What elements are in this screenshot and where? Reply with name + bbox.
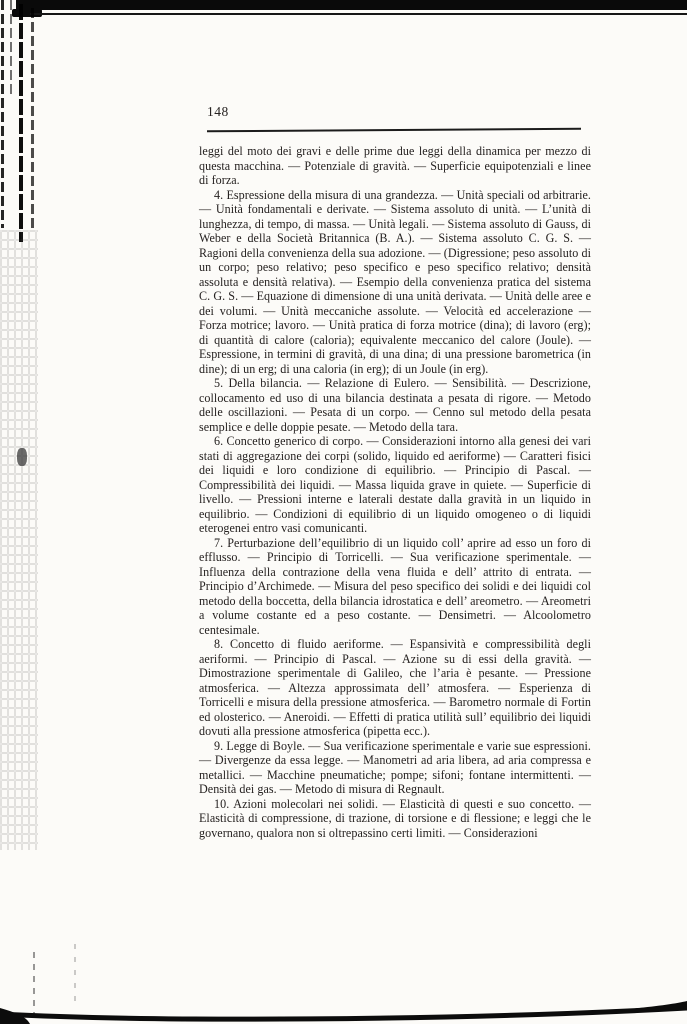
scan-artifact-top-line — [30, 13, 687, 15]
paragraph-topic-5: 5. Della bilancia. — Relazione di Eulero. — Sensibilità. — Descrizione, collocamento ed uso di una bilancia destinata a pesata di rigore. — Metodo delle oscillazioni. — Pesata di un corpo. — Cenno sul metodo della pesata semplice e delle doppie pesate. — Metodo della tara. — [199, 376, 591, 434]
scan-artifact-top-bar — [16, 0, 687, 10]
paragraph-continuation: leggi del moto dei gravi e delle prime due leggi della dinamica per mezzo di questa macchina. — Potenziale di gravità. — Superficie equipotenziali e linee di forza. — [199, 144, 591, 187]
page-number: 148 — [207, 104, 229, 119]
paragraph-topic-7: 7. Perturbazione dell’equilibrio di un liquido coll’ aprire ad esso un foro di efflusso. — Principio di Torricelli. — Sua verificazione sperimentale. — Influenza della contrazione della vena fluida e dell’ attrito di entrata. — Principio d’Archimede. — Misura del peso specifico dei solidi e dei liquidi col metodo della boccetta, della bilancia idrostatica e dell’ areometro. — Areometri a volume costante ed a peso costante. — Densimetri. — Alcoolometro centesimale. — [199, 535, 591, 637]
scan-artifact-left-streak — [10, 0, 12, 95]
paragraph-topic-6: 6. Concetto generico di corpo. — Considerazioni intorno alla genesi dei vari stati di aggregazione dei corpi (solido, liquido ed aeriforme) — Caratteri fisici dei liquidi e loro condizione di equilibrio. — Principio di Pascal. — Compressibilità dei liquidi. — Massa liquida grave in quiete. — Superficie di livello. — Pressioni interne e laterali destate dalla gravità in un liquido in equilibrio. — Condizioni di equilibrio di un liquido omogeneo o di liquidi eterogenei entro vasi comunicanti. — [199, 434, 591, 535]
text-block — [199, 144, 591, 840]
header-rule — [207, 128, 581, 133]
scan-artifact-left-streak — [19, 4, 23, 242]
scan-artifact-left-streak — [1, 0, 4, 228]
scan-artifact-blob — [17, 448, 27, 466]
paragraph-topic-4: 4. Espressione della misura di una grandezza. — Unità speciali od arbitrarie. — Unità fondamentali e derivate. — Sistema assoluto di unità. — L’unità di lunghezza, di tempo, di massa. — Unità legali. — Sistema assoluto di Gauss, di Weber e della Società Britannica (B. A.). — Sistema assoluto C. G. S. — Ragioni della convenienza della sua adozione. — (Digressione; peso assoluto di un corpo; peso relativo; peso specifico e peso specifico relativo; densità assoluta e densità relativa). — Esempio della convenienza pratica del sistema C. G. S. — Equazione di dimensione di una unità derivata. — Unità delle aree e dei volumi. — Unità meccaniche assolute. — Velocità ed accelerazione — Forza motrice; lavoro. — Unità pratica di forza motrice (dina); di lavoro (erg); di quantità di calore (caloria); equivalente meccanico del calore (Joule). — Espressione, in termini di gravità, di una dina; di una pressione barometrica (in dine); di un erg; di una caloria (in erg); di un Joule (in erg). — [199, 187, 591, 376]
scan-artifact-speckles — [0, 230, 38, 850]
scan-artifact-bottom-edge — [0, 984, 687, 1024]
paragraph-topic-8: 8. Concetto di fluido aeriforme. — Espansività e compressibilità degli aeriformi. — Principio di Pascal. — Azione su di essi della gravità. — Dimostrazione sperimentale di Galileo, che l’aria è pesante. — Pressione atmosferica. — Altezza approssimata dell’ atmosfera. — Esperienza di Torricelli e misura della pressione atmosferica. — Barometro normale di Fortin ed olosterico. — Aneroidi. — Effetti di pratica utilità sull’ equilibrio dei liquidi dovuti alla pressione atmosferica (pipetta ecc.). — [199, 637, 591, 738]
scan-artifact-left-streak — [31, 8, 34, 230]
paragraph-topic-10: 10. Azioni molecolari nei solidi. — Elasticità di questi e suo concetto. — Elasticità di compressione, di trazione, di torsione e di flessione; e leggi che le governano, qualora non si oltrepassino certi limiti. — Considerazioni — [199, 796, 591, 840]
paragraph-topic-9: 9. Legge di Boyle. — Sua verificazione sperimentale e varie sue espressioni. — Divergenze da essa legge. — Manometri ad aria libera, ad aria compressa e metallici. — Macchine pneumatiche; pompe; sifoni; fontane intermittenti. — Densità dei gas. — Metodo di misura di Regnault. — [199, 738, 591, 796]
